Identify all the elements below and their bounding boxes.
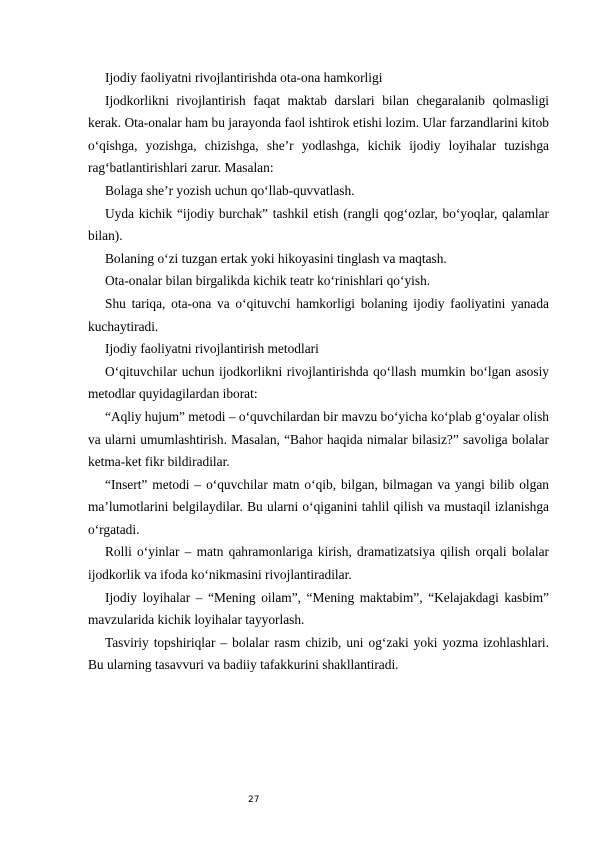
section-heading-methods: Ijodiy faoliyatni rivojlantirish metodlari bbox=[105, 341, 319, 357]
paragraph-collaboration-summary: Shu tariqa, ota-ona va o‘qituvchi hamkorligi bolaning ijodiy faoliyatini yanada kuchaytiradi. bbox=[88, 295, 549, 334]
list-item-poem-support: Bolaga she’r yozish uchun qo‘llab-quvvatlash. bbox=[105, 182, 355, 198]
list-item-listen-story: Bolaning o‘zi tuzgan ertak yoki hikoyasini tinglash va maqtash. bbox=[105, 250, 447, 266]
method-creative-projects: Ijodiy loyihalar – “Mening oilam”, “Mening maktabim”, “Kelajakdagi kasbim” mavzularida kichik loyihalar tayyorlash. bbox=[88, 589, 549, 628]
list-item-home-theater: Ota-onalar bilan birgalikda kichik teatr ko‘rinishlari qo‘yish. bbox=[105, 273, 431, 289]
method-visual-tasks: Tasviriy topshiriqlar – bolalar rasm chizib, uni og‘zaki yoki yozma izohlashlari. Bu ularning tasavvuri va badiiy tafakkurini shakllantiradi. bbox=[88, 634, 549, 673]
method-insert: “Insert” metodi – o‘quvchilar matn o‘qib, bilgan, bilmagan va yangi bilib olgan ma’lumotlarini belgilaydilar. Bu ularni o‘qiganini tahlil qilish va mustaqil izlanishga o‘rgatadi. bbox=[88, 476, 549, 537]
page-number: 27 bbox=[248, 795, 260, 805]
list-item-creative-corner: Uyda kichik “ijodiy burchak” tashkil etish (rangli qog‘ozlar, bo‘yoqlar, qalamlar bilan). bbox=[88, 205, 549, 244]
document-page bbox=[88, 67, 549, 677]
paragraph-methods-intro: O‘qituvchilar uchun ijodkorlikni rivojlantirishda qo‘llash mumkin bo‘lgan asosiy metodlar quyidagilardan iborat: bbox=[88, 363, 549, 402]
method-brainstorming: “Aqliy hujum” metodi – o‘quvchilardan bir mavzu bo‘yicha ko‘plab g‘oyalar olish va ularni umumlashtirish. Masalan, “Bahor haqida nimalar bilasiz?” savoliga bolalar ketma-ket fikr bildiradilar. bbox=[88, 408, 550, 470]
paragraph-creativity-beyond-school: Ijodkorlikni rivojlantirish faqat maktab darslari bilan chegaralanib qolmasligi kerak. Ota-onalar ham bu jarayonda faol ishtirok etishi lozim. Ular farzandlarini kitob o‘qishga, yozishga, chizishga, she’r yodlashga, kichik ijodiy loyihalar tuzishga rag‘batlantirishlari zarur. Masalan: bbox=[88, 92, 549, 176]
method-role-play: Rolli o‘yinlar – matn qahramonlariga kirish, dramatizatsiya qilish orqali bolalar ijodkorlik va ifoda ko‘nikmasini rivojlantiradilar. bbox=[88, 544, 549, 583]
section-heading-parent-collaboration: Ijodiy faoliyatni rivojlantirishda ota-ona hamkorligi bbox=[105, 70, 383, 85]
